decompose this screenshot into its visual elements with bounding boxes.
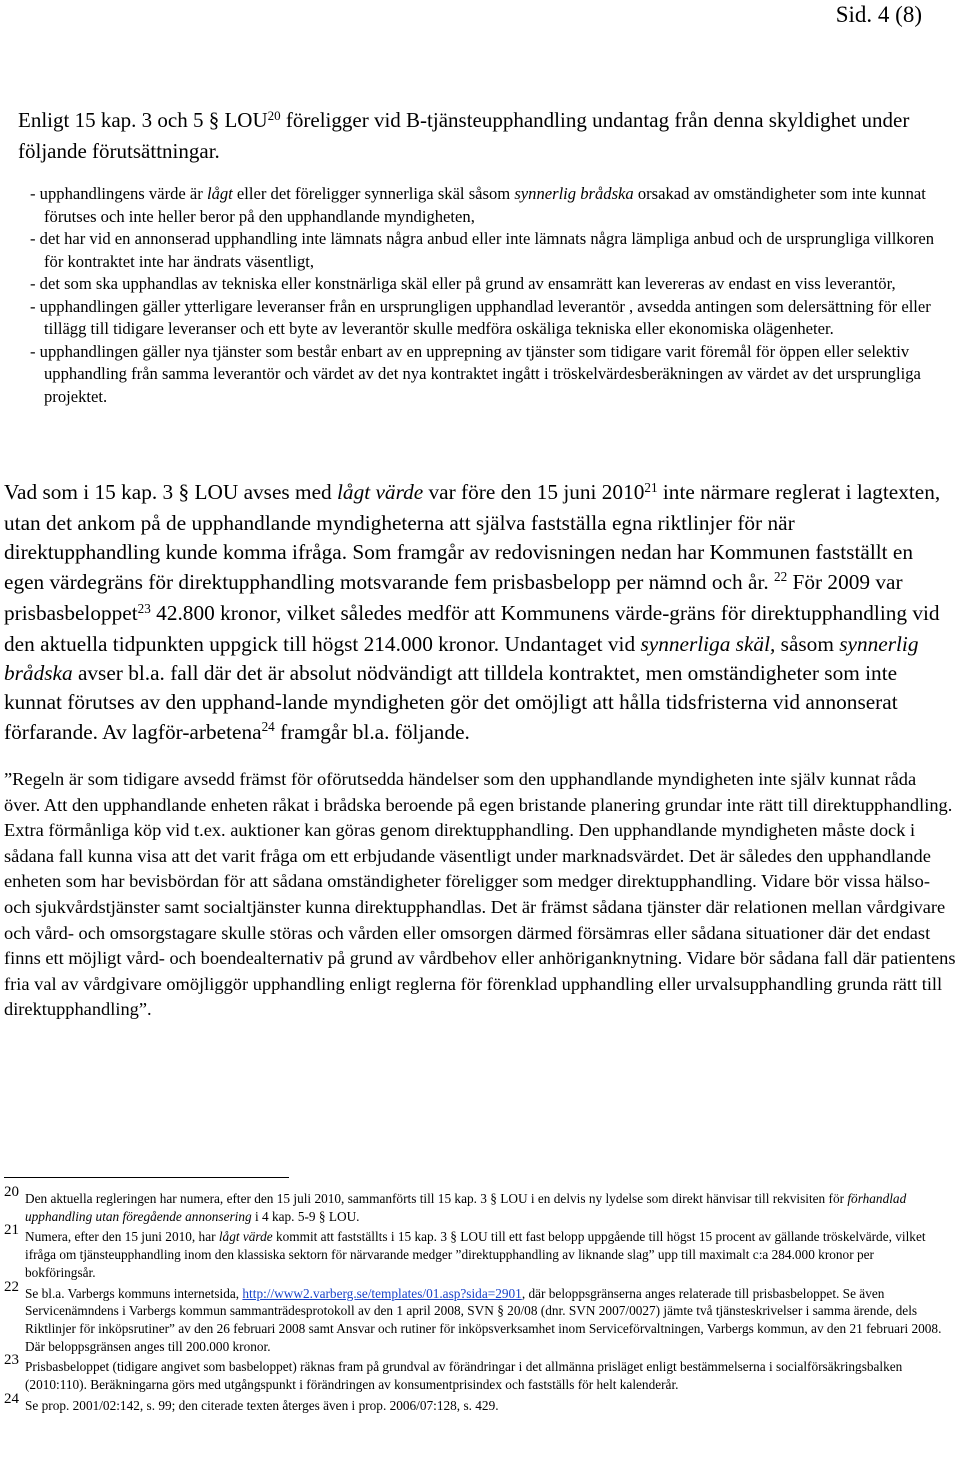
intro-paragraph: [18, 106, 938, 166]
body-text: 42.800 kronor, vilket således medför att Kommunens värde-gräns för direktupphandling vid den aktuella tidpunkten uppgick till högst 214.000 kronor.: [4, 600, 940, 657]
body-text: såsom: [775, 632, 840, 657]
footnote-text: Prisbasbeloppet (tidigare angivet som basbeloppet) räknas fram på grundval av förändringar i det allmänna prisläget enligt bestämmelserna i socialförsäkringsbalken (2010:110). Beräkningarna görs med utgångspunkt i förändringen av konsumentprisindex och fastställs för helt kalenderår.: [25, 1359, 903, 1393]
emphasis: lågt värde: [337, 480, 424, 504]
footnote-24: [4, 1390, 944, 1415]
condition-item: [30, 183, 955, 228]
footnote-text: Den aktuella regleringen har numera, efter den 15 juli 2010, sammanförts till 15 kap. 3 § LOU i en delvis ny lydelse som direkt hänvisar till rekvisiten för: [25, 1191, 848, 1206]
footnote-20: [4, 1184, 944, 1225]
varberg-link[interactable]: http://www2.varberg.se/templates/01.asp?sida=2901: [242, 1285, 522, 1301]
conditions-list: [30, 183, 955, 408]
footnote-text: Numera, efter den 15 juni 2010, har: [25, 1229, 219, 1245]
body-text: avser bl.a. fall där det är absolut nödvändigt att tilldela kontraktet, men omständigheter som inte kunnat förutses av den upphand-lande myndigheten gör det omöjligt att hålla tidsfristerna vid annonserat förfarande. Av lagför-arbetena: [4, 661, 898, 744]
condition-item: - upphandlingen gäller ytterligare leveranser från en ursprungligen upphandlad leverantör , avsedda antingen som delersättning för eller tillägg till tidigare leveranser och ett byte av leverantör skulle medföra oskäliga tekniska eller ekonomiska olägenheter.: [30, 296, 931, 338]
body-text: var före den 15 juni 2010: [423, 480, 645, 504]
condition-item: - det har vid en annonserad upphandling inte lämnats några anbud eller inte lämnats några lämpliga anbud och de ursprungliga villkoren för kontraktet inte har ändrats väsentligt,: [30, 229, 935, 271]
emphasis: lågt värde: [218, 1229, 273, 1245]
footnote-number: 22: [4, 1278, 19, 1295]
footnote-23: [4, 1352, 944, 1393]
emphasis: synnerlig brådska: [514, 184, 634, 203]
footnote-number: 21: [4, 1222, 19, 1239]
emphasis: förhandlad upphandling utan föregående annonsering: [25, 1191, 907, 1224]
footnotes: [4, 1184, 944, 1417]
footnote-number: 20: [4, 1184, 19, 1200]
condition-item: - upphandlingen gäller nya tjänster som består enbart av en upprepning av tjänster som tidigare varit föremål för öppen eller selektiv upphandling från samma leverantör och värdet av det nya kontraktet ingått i tröskelvärdesberäkningen av värdet av det ursprungliga projektet.: [30, 341, 921, 406]
footnote-separator: [4, 1177, 289, 1178]
footnote-ref-22[interactable]: 22: [774, 569, 788, 585]
emphasis: synnerliga skäl,: [640, 632, 776, 657]
footnote-21: [4, 1222, 944, 1281]
condition-text: orsakad av omständigheter som inte kunnat förutses och inte heller beror på den upphandlande myndigheten,: [44, 184, 926, 226]
page-number: Sid. 4 (8): [835, 2, 922, 27]
intro-text-end: föreligger vid B-tjänsteupphandling undantag från denna skyldighet under följande förutsättningar.: [18, 108, 910, 163]
footnote-22: [4, 1278, 944, 1356]
footnote-ref-24[interactable]: 24: [261, 719, 275, 735]
footnote-number: 24: [4, 1390, 19, 1407]
footnote-text: i 4 kap. 5-9 § LOU.: [251, 1208, 360, 1224]
condition-item: - det som ska upphandlas av tekniska eller konstnärliga skäl eller på grund av ensamrätt kan levereras av endast en viss leverantör,: [30, 274, 896, 293]
footnote-ref-23[interactable]: 23: [137, 600, 151, 616]
body-text: För 2009 var prisbasbeloppet: [4, 569, 903, 625]
condition-text: eller det föreligger synnerliga skäl såsom: [232, 184, 515, 203]
emphasis: lågt: [206, 184, 233, 203]
footnote-text: Se bl.a. Varbergs kommuns internetsida,: [25, 1285, 243, 1301]
footnote-ref-20[interactable]: 20: [267, 107, 281, 123]
emphasis: synnerlig brådska: [4, 632, 919, 686]
intro-text: Enligt 15 kap. 3 och 5 § LOU: [18, 108, 268, 132]
block-quote: ”Regeln är som tidigare avsedd främst för oförutsedda händelser som den upphandlande myndigheten inte själv kunnat råda över. Att den upphandlande enheten råkat i brådska beroende på egen bristande planering grundar inte rätt till direktupphandling. Extra förmånliga köp vid t.ex. auktioner kan göras genom direktupphandling. Den upphandlande myndigheten måste dock i sådana fall kunna visa att det varit fråga om ett erbjudande väsentligt under marknadsvärdet. Det är således den upphandlande enheten som har bevisbördan för att sådana omständigheter föreligger som medger direktupphandling. Vidare bör vissa hälso- och sjukvårdstjänster samt socialtjänster kunna direktupphandlas. Det är främst sådana tjänster där relationen mellan vårdgivare och vård- och omsorgstagare skulle störas och vården eller omsorgen därmed försämras eller sådana situationer där det endast finns ett möjligt vård- och boendealternativ på grund av vårdbehov eller anhöriganknytning. Vidare bör sådana fall där patientens fria val av vårdgivare omöjliggör upphandling enligt reglerna för förenklad upphandling eller urvalsupphandling grunda rätt till direktupphandling”.: [4, 769, 956, 1020]
main-paragraph: [4, 478, 954, 749]
footnote-text: kommit att fastställts i 15 kap. 3 § LOU till ett fast belopp uppgående till högst 15 procent av gällande tröskelvärde, vilket ifråga om tjänsteupphandling inom den klassiska sektorn för närvarande medger ”direktupphandling av liknande slag” upp till maximalt c:a 284.000 kronor per bokföringsår.: [25, 1229, 926, 1280]
footnote-ref-21[interactable]: 21: [644, 479, 658, 495]
condition-text: - upphandlingens värde är: [30, 184, 207, 203]
footnote-text: , där beloppsgränserna anges relaterade till prisbasbeloppet. Se även Servicenämndens i Varbergs kommun sammanträdesprotokoll av den 1 april 2008, SVN § 20/08 (dnr. SVN 2007/0027) jämte två tjänsteskrivelser i samma ärende, dels Riktlinjer för inköpsrutiner” av den 26 februari 2008 samt Ansvar och rutiner för inköpsverksamhet inom Serviceförvaltningen, Varbergs kommun, av den 21 februari 2008. Där beloppsgränsen anges till 200.000 kronor.: [25, 1285, 942, 1354]
footnote-text: Se prop. 2001/02:142, s. 99; den citerade texten återges även i prop. 2006/07:128, s. 429.: [25, 1397, 499, 1413]
body-text: Vad som i 15 kap. 3 § LOU avses med: [4, 480, 338, 504]
body-text: Undantaget vid: [499, 632, 641, 657]
footnote-number: 23: [4, 1352, 19, 1369]
body-text: inte närmare reglerat i lagtexten, utan det ankom på de upphandlande myndigheterna att själva fastställa egna riktlinjer för när direktupphandling kunde komma ifråga. Som framgår av redovisningen nedan har Kommunen fastställt en egen värdegräns för direktupphandling motsvarande fem prisbasbelopp per nämnd och år.: [4, 480, 941, 594]
body-text: framgår bl.a. följande.: [274, 719, 470, 744]
